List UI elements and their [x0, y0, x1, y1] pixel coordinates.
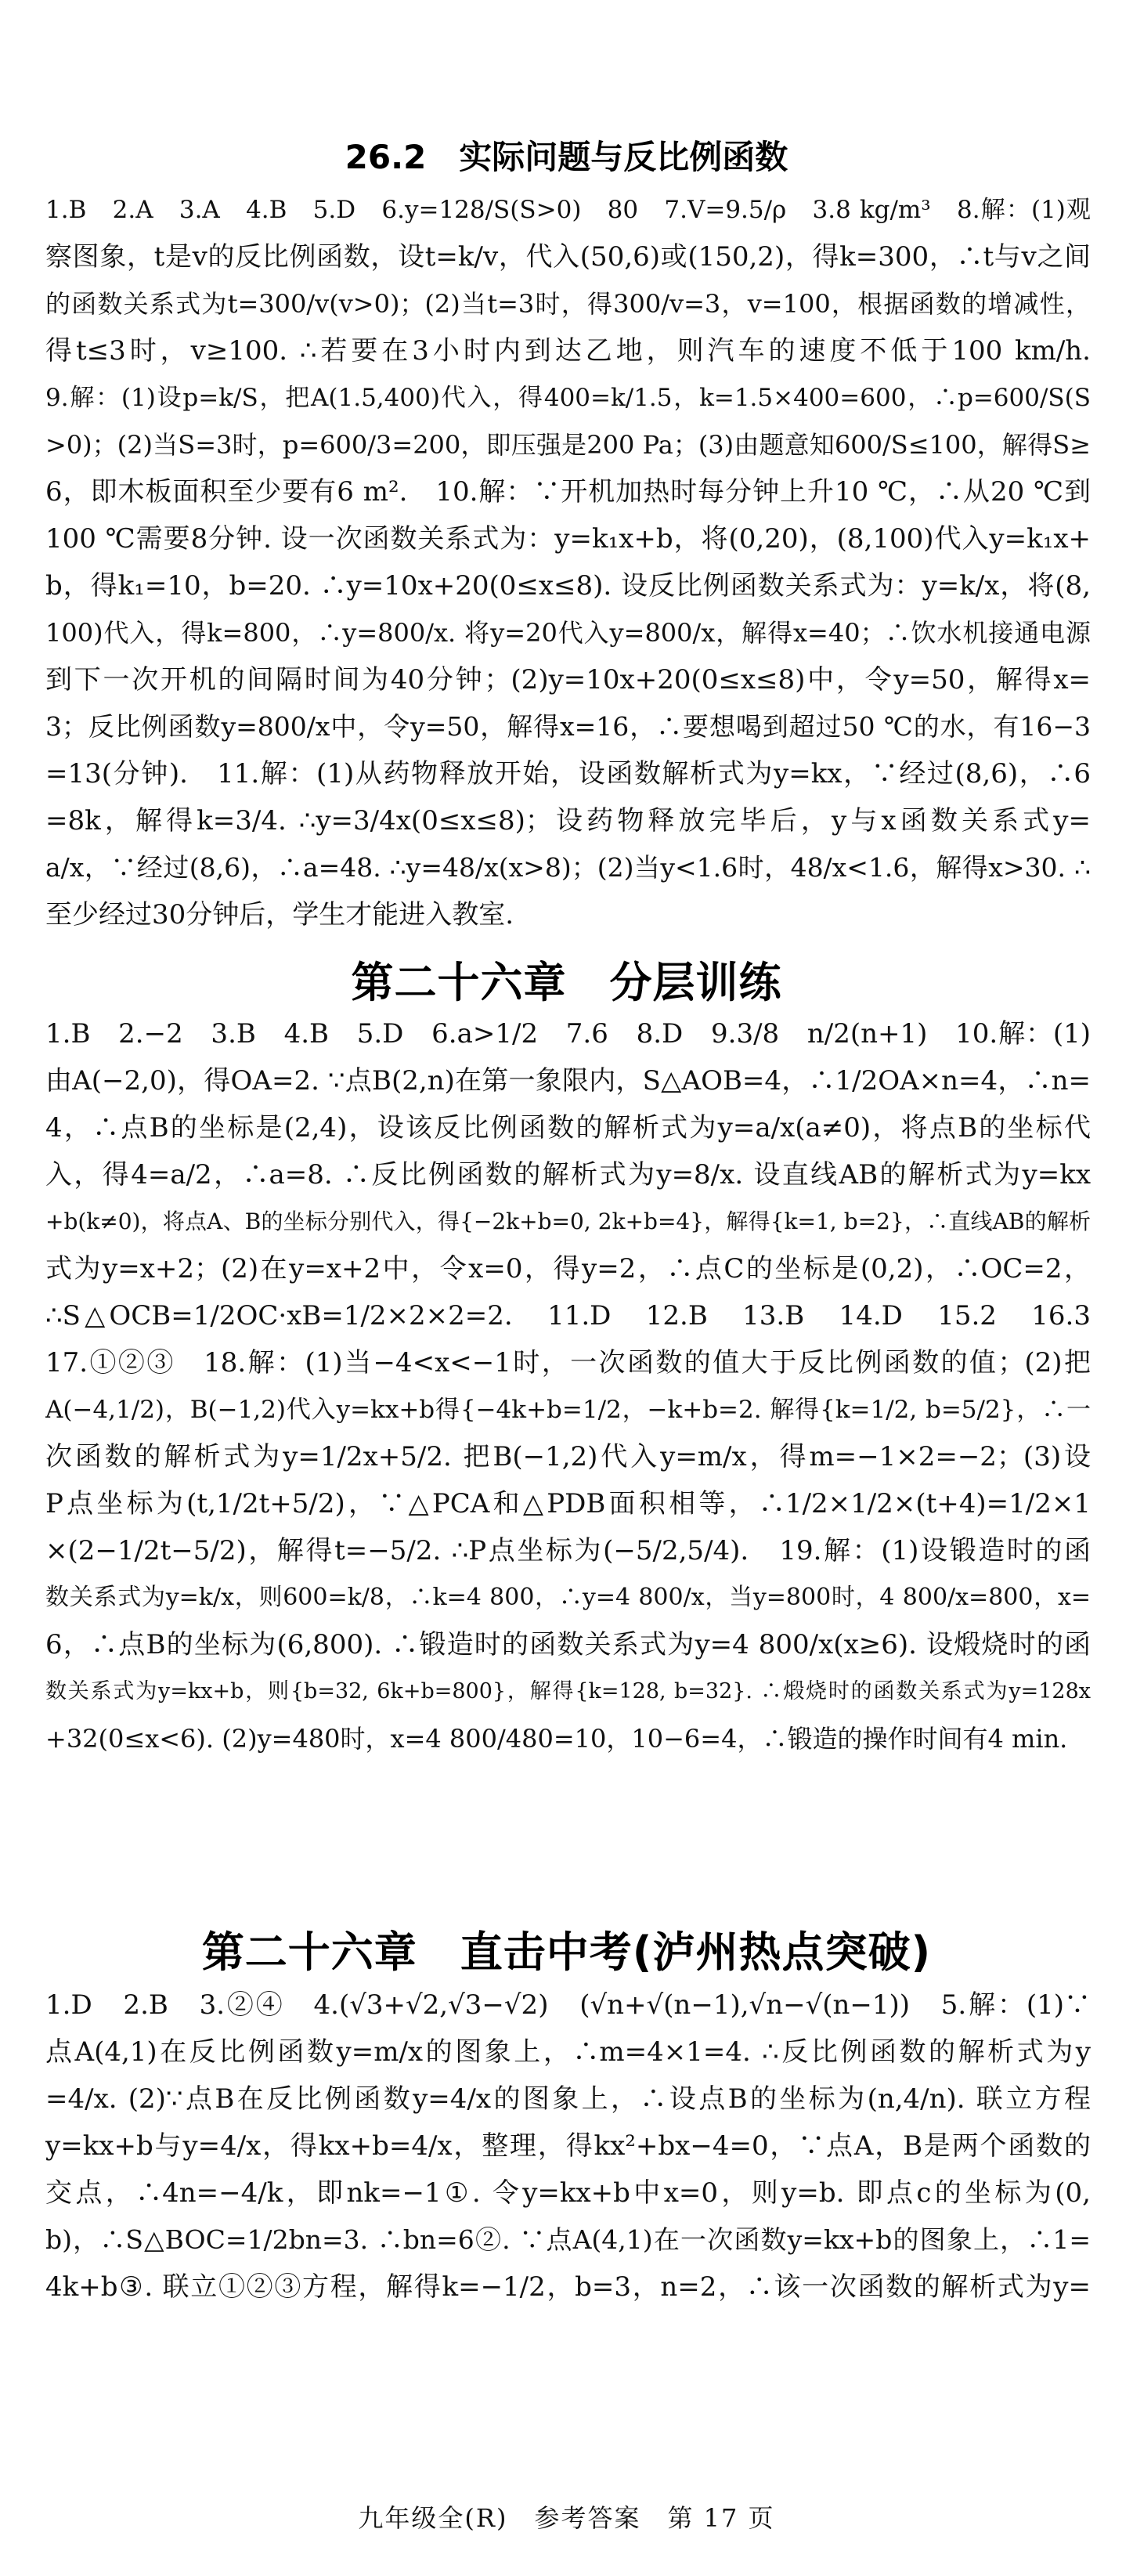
answer-line: 入，得4=a/2，∴a=8. ∴反比例函数的解析式为y=8/x. 设直线AB的解析式为y=kx — [45, 1159, 1091, 1190]
answer-line: ×(2−1/2t−5/2)，解得t=−5/2. ∴P点坐标为(−5/2,5/4). 19.解：(1)设锻造时的函 — [45, 1535, 1091, 1566]
section-title-26-2: 26.2 实际问题与反比例函数 — [345, 138, 788, 176]
answer-line: 至少经过30分钟后，学生才能进入教室. — [45, 899, 514, 930]
answer-line: P点坐标为(t,1/2t+5/2)，∵△PCA和△PDB面积相等，∴1/2×1/2×(t+4)=1/2×1 — [45, 1488, 1091, 1519]
answer-line: >0)；(2)当S=3时，p=600/3=200，即压强是200 Pa；(3)由题意知600/S≤100，解得S≥ — [45, 430, 1091, 460]
section-title-layered-training: 第二十六章 分层训练 — [351, 958, 782, 1007]
section-title-exam-focus: 第二十六章 直击中考(泸州热点突破) — [201, 1927, 932, 1977]
answer-line: 式为y=x+2；(2)在y=x+2中，令x=0，得y=2，∴点C的坐标是(0,2)，∴OC=2， — [45, 1253, 1091, 1284]
answer-line: 交点，∴4n=−4/k，即nk=−1①. 令y=kx+b中x=0，则y=b. 即点c的坐标为(0, — [45, 2177, 1091, 2209]
answer-line: ∴S△OCB=1/2OC·xB=1/2×2×2=2. 11.D 12.B 13.B 14.D 15.2 16.3 — [45, 1300, 1091, 1331]
answer-line: 6，∴点B的坐标为(6,800). ∴锻造时的函数关系式为y=4 800/x(x≥6). 设煅烧时的函 — [45, 1629, 1091, 1660]
answer-line: 6，即木板面积至少要有6 m². 10.解：∵开机加热时每分钟上升10 ℃，∴从20 ℃到 — [45, 476, 1091, 508]
answer-line: =8k，解得k=3/4. ∴y=3/4x(0≤x≤8)；设药物释放完毕后，y与x函数关系式y= — [45, 805, 1091, 836]
answer-line: 100 ℃需要8分钟. 设一次函数关系式为：y=k₁x+b，将(0,20)，(8,100)代入y=k₁x+ — [45, 523, 1091, 555]
answer-line: b)，∴S△BOC=1/2bn=3. ∴bn=6②. ∵点A(4,1)在一次函数y=kx+b的图象上，∴1= — [45, 2224, 1091, 2255]
section-layered-training-answers — [45, 1010, 1091, 1762]
answer-line: 1.D 2.B 3.②④ 4.(√3+√2,√3−√2) (√n+√(n−1),√n−√(n−1)) 5.解：(1)∵ — [45, 1989, 1091, 2021]
page-footer: 九年级全(R) 参考答案 第 17 页 — [358, 2503, 775, 2533]
answer-line: 由A(−2,0)，得OA=2. ∵点B(2,n)在第一象限内，S△AOB=4，∴1/2OA×n=4，∴n= — [45, 1065, 1091, 1097]
answer-line: b，得k₁=10，b=20. ∴y=10x+20(0≤x≤8). 设反比例函数关系式为：y=k/x，将(8, — [45, 570, 1091, 602]
answer-line: A(−4,1/2)，B(−1,2)代入y=kx+b得{−4k+b=1/2，−k+b=2. 解得{k=1/2, b=5/2}，∴一 — [45, 1396, 1091, 1424]
answer-line: 1.B 2.−2 3.B 4.B 5.D 6.a>1/2 7.6 8.D 9.3/8 n/2(n+1) 10.解：(1) — [45, 1018, 1091, 1050]
answer-line: 数关系式为y=kx+b，则{b=32, 6k+b=800}，解得{k=128, b=32}. ∴煅烧时的函数关系式为y=128x — [45, 1679, 1091, 1703]
answer-line: 察图象，t是v的反比例函数，设t=k/v，代入(50,6)或(150,2)，得k=300，∴t与v之间 — [45, 241, 1091, 273]
answer-line: 9.解：(1)设p=k/S，把A(1.5,400)代入，得400=k/1.5，k=1.5×400=600，∴p=600/S(S — [45, 384, 1091, 412]
section-exam-focus-answers — [45, 1982, 1091, 2310]
answer-line: 4，∴点B的坐标是(2,4)，设该反比例函数的解析式为y=a/x(a≠0)，将点B的坐标代 — [45, 1112, 1091, 1143]
answer-line: =4/x. (2)∵点B在反比例函数y=4/x的图象上，∴设点B的坐标为(n,4/n). 联立方程 — [45, 2083, 1091, 2115]
answer-line: 点A(4,1)在反比例函数y=m/x的图象上，∴m=4×1=4. ∴反比例函数的解析式为y — [45, 2036, 1091, 2068]
answer-line: a/x，∵经过(8,6)，∴a=48. ∴y=48/x(x>8)；(2)当y<1.6时，48/x<1.6，解得x>30. ∴ — [45, 852, 1091, 883]
answer-line: 3；反比例函数y=800/x中，令y=50，解得x=16，∴要想喝到超过50 ℃的水，有16−3 — [45, 711, 1091, 742]
answer-line: 的函数关系式为t=300/v(v>0)；(2)当t=3时，得300/v=3，v=100，根据函数的增减性， — [45, 289, 1091, 319]
answer-line: y=kx+b与y=4/x，得kx+b=4/x，整理，得kx²+bx−4=0，∵点A，B是两个函数的 — [45, 2130, 1091, 2162]
answer-line: +b(k≠0)，将点A、B的坐标分别代入，得{−2k+b=0, 2k+b=4}，解得{k=1, b=2}，∴直线AB的解析 — [45, 1209, 1091, 1234]
answer-line: 得t≤3时，v≥100. ∴若要在3小时内到达乙地，则汽车的速度不低于100 km/h. — [45, 335, 1091, 367]
answer-line: +32(0≤x<6). (2)y=480时，x=4 800/480=10，10−6=4，∴锻造的操作时间有4 min. — [45, 1724, 1068, 1754]
answer-line: 100)代入，得k=800，∴y=800/x. 将y=20代入y=800/x，解得x=40；∴饮水机接通电源 — [45, 618, 1091, 648]
answer-line: 数关系式为y=k/x，则600=k/8，∴k=4 800，∴y=4 800/x，当y=800时，4 800/x=800，x= — [45, 1584, 1091, 1611]
answer-line: 次函数的解析式为y=1/2x+5/2. 把B(−1,2)代入y=m/x，得m=−1×2=−2；(3)设 — [45, 1441, 1091, 1472]
answer-line: 17.①②③ 18.解：(1)当−4<x<−1时，一次函数的值大于反比例函数的值；(2)把 — [45, 1347, 1091, 1378]
answer-line: 到下一次开机的间隔时间为40分钟；(2)y=10x+20(0≤x≤8)中，令y=50，解得x= — [45, 664, 1091, 695]
answer-line: 1.B 2.A 3.A 4.B 5.D 6.y=128/S(S>0) 80 7.V=9.5/ρ 3.8 kg/m³ 8.解：(1)观 — [45, 196, 1091, 224]
answer-line: 4k+b③. 联立①②③方程，解得k=−1/2，b=3，n=2，∴该一次函数的解析式为y= — [45, 2271, 1091, 2303]
answer-line: =13(分钟). 11.解：(1)从药物释放开始，设函数解析式为y=kx，∵经过(8,6)，∴6 — [45, 758, 1091, 789]
section-26-2-answers — [45, 186, 1091, 938]
